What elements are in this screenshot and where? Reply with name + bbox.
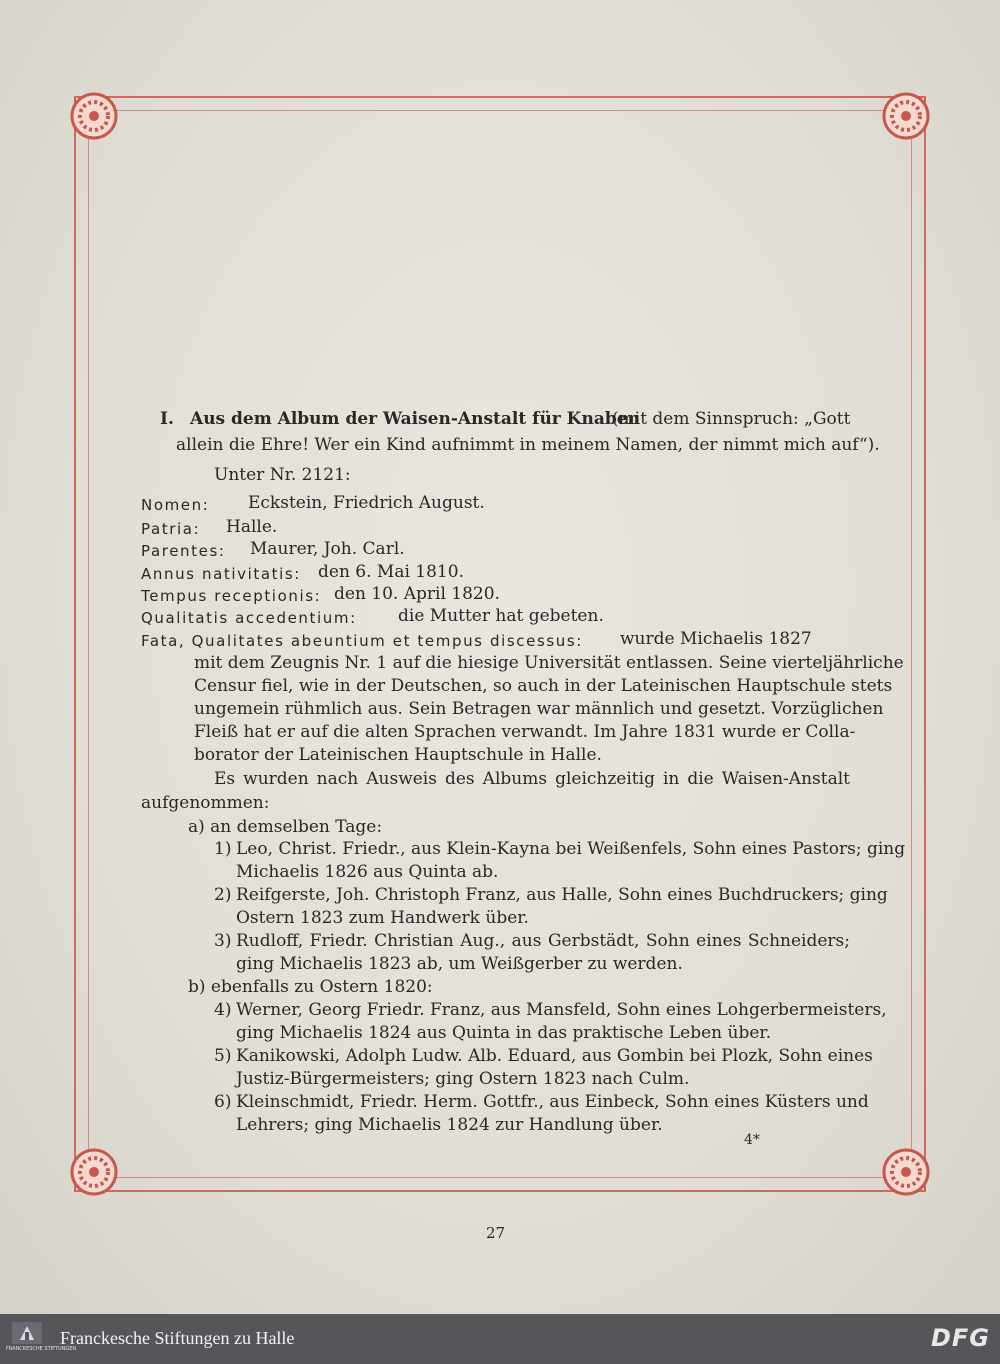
footer-bar bbox=[0, 1314, 1000, 1364]
dfg-logo[interactable]: DFG bbox=[930, 1324, 990, 1352]
paragraph-line: aufgenommen: bbox=[141, 793, 270, 813]
entry-number: Unter Nr. 2121: bbox=[214, 465, 351, 485]
list-item-number: 2) bbox=[214, 885, 232, 905]
fata-line: Fleiß hat er auf die alten Sprachen verwandt. Im Jahre 1831 wurde er Colla- bbox=[194, 722, 856, 742]
list-item-number: 1) bbox=[214, 839, 232, 859]
fata-line: ungemein rühmlich aus. Sein Betragen war männlich und gesetzt. Vorzüglichen bbox=[194, 699, 884, 719]
list-item: Kanikowski, Adolph Ludw. Alb. Eduard, aus Gombin bei Plozk, Sohn eines bbox=[236, 1046, 873, 1066]
list-item-number: 3) bbox=[214, 931, 232, 951]
field-label-patria: Patria: bbox=[141, 520, 201, 538]
fata-line: borator der Lateinischen Hauptschule in Halle. bbox=[194, 745, 602, 765]
list-item: Reifgerste, Joh. Christoph Franz, aus Halle, Sohn eines Buchdruckers; ging bbox=[236, 885, 888, 905]
list-item-number: 5) bbox=[214, 1046, 232, 1066]
list-item-cont: Lehrers; ging Michaelis 1824 zur Handlung über. bbox=[236, 1115, 663, 1135]
list-item: Werner, Georg Friedr. Franz, aus Mansfeld, Sohn eines Lohgerbermeisters, bbox=[236, 1000, 887, 1020]
section-title: Aus dem Album der Waisen-Anstalt für Knaben bbox=[190, 409, 640, 429]
list-item-cont: ging Michaelis 1824 aus Quinta in das praktische Leben über. bbox=[236, 1023, 772, 1043]
field-value-parentes: Maurer, Joh. Carl. bbox=[250, 539, 405, 559]
page-number: 27 bbox=[486, 1224, 506, 1242]
list-item-cont: Michaelis 1826 aus Quinta ab. bbox=[236, 862, 499, 882]
field-value-patria: Halle. bbox=[226, 517, 278, 537]
section-b-heading: b) ebenfalls zu Ostern 1820: bbox=[188, 977, 433, 997]
field-label-nomen: Nomen: bbox=[141, 496, 210, 514]
paragraph-line: Es wurden nach Ausweis des Albums gleichzeitig in die Waisen-Anstalt bbox=[214, 769, 850, 789]
field-label-tempus: Tempus receptionis: bbox=[141, 587, 322, 605]
list-item: Kleinschmidt, Friedr. Herm. Gottfr., aus Einbeck, Sohn eines Küsters und bbox=[236, 1092, 869, 1112]
field-value-nomen: Eckstein, Friedrich August. bbox=[248, 493, 485, 513]
field-label-annus: Annus nativitatis: bbox=[141, 565, 301, 583]
field-label-fata: Fata, Qualitates abeuntium et tempus discessus: bbox=[141, 632, 583, 650]
list-item-number: 4) bbox=[214, 1000, 232, 1020]
section-numeral: I. bbox=[160, 409, 174, 429]
section-title-motto-line2: allein die Ehre! Wer ein Kind aufnimmt in meinem Namen, der nimmt mich auf“). bbox=[176, 435, 880, 455]
logo-text: FRANCKESCHE STIFTUNGEN bbox=[6, 1346, 77, 1352]
list-item-cont: Justiz-Bürgermeisters; ging Ostern 1823 nach Culm. bbox=[236, 1069, 690, 1089]
list-item: Leo, Christ. Friedr., aus Klein-Kayna bei Weißenfels, Sohn eines Pastors; ging bbox=[236, 839, 906, 859]
list-item-cont: Ostern 1823 zum Handwerk über. bbox=[236, 908, 529, 928]
section-a-heading: a) an demselben Tage: bbox=[188, 817, 383, 837]
institution-name[interactable]: Franckesche Stiftungen zu Halle bbox=[60, 1328, 295, 1348]
field-label-qualitatis: Qualitatis accedentium: bbox=[141, 609, 357, 627]
fata-line: mit dem Zeugnis Nr. 1 auf die hiesige Universität entlassen. Seine vierteljährliche bbox=[194, 653, 904, 673]
section-title-motto: (mit dem Sinnspruch: „Gott bbox=[612, 409, 851, 429]
list-item-cont: ging Michaelis 1823 ab, um Weißgerber zu werden. bbox=[236, 954, 683, 974]
fata-line: Censur fiel, wie in der Deutschen, so auch in der Lateinischen Hauptschule stets bbox=[194, 676, 893, 696]
list-item: Rudloff, Friedr. Christian Aug., aus Gerbstädt, Sohn eines Schneiders; bbox=[236, 931, 850, 951]
institution-logo[interactable] bbox=[6, 1320, 77, 1358]
list-item-number: 6) bbox=[214, 1092, 232, 1112]
field-label-parentes: Parentes: bbox=[141, 542, 226, 560]
field-value-qualitatis: die Mutter hat gebeten. bbox=[398, 606, 604, 626]
field-value-annus: den 6. Mai 1810. bbox=[318, 562, 464, 582]
field-value-tempus: den 10. April 1820. bbox=[334, 584, 500, 604]
field-value-fata-start: wurde Michaelis 1827 bbox=[620, 629, 812, 649]
signature-mark: 4* bbox=[744, 1132, 760, 1148]
